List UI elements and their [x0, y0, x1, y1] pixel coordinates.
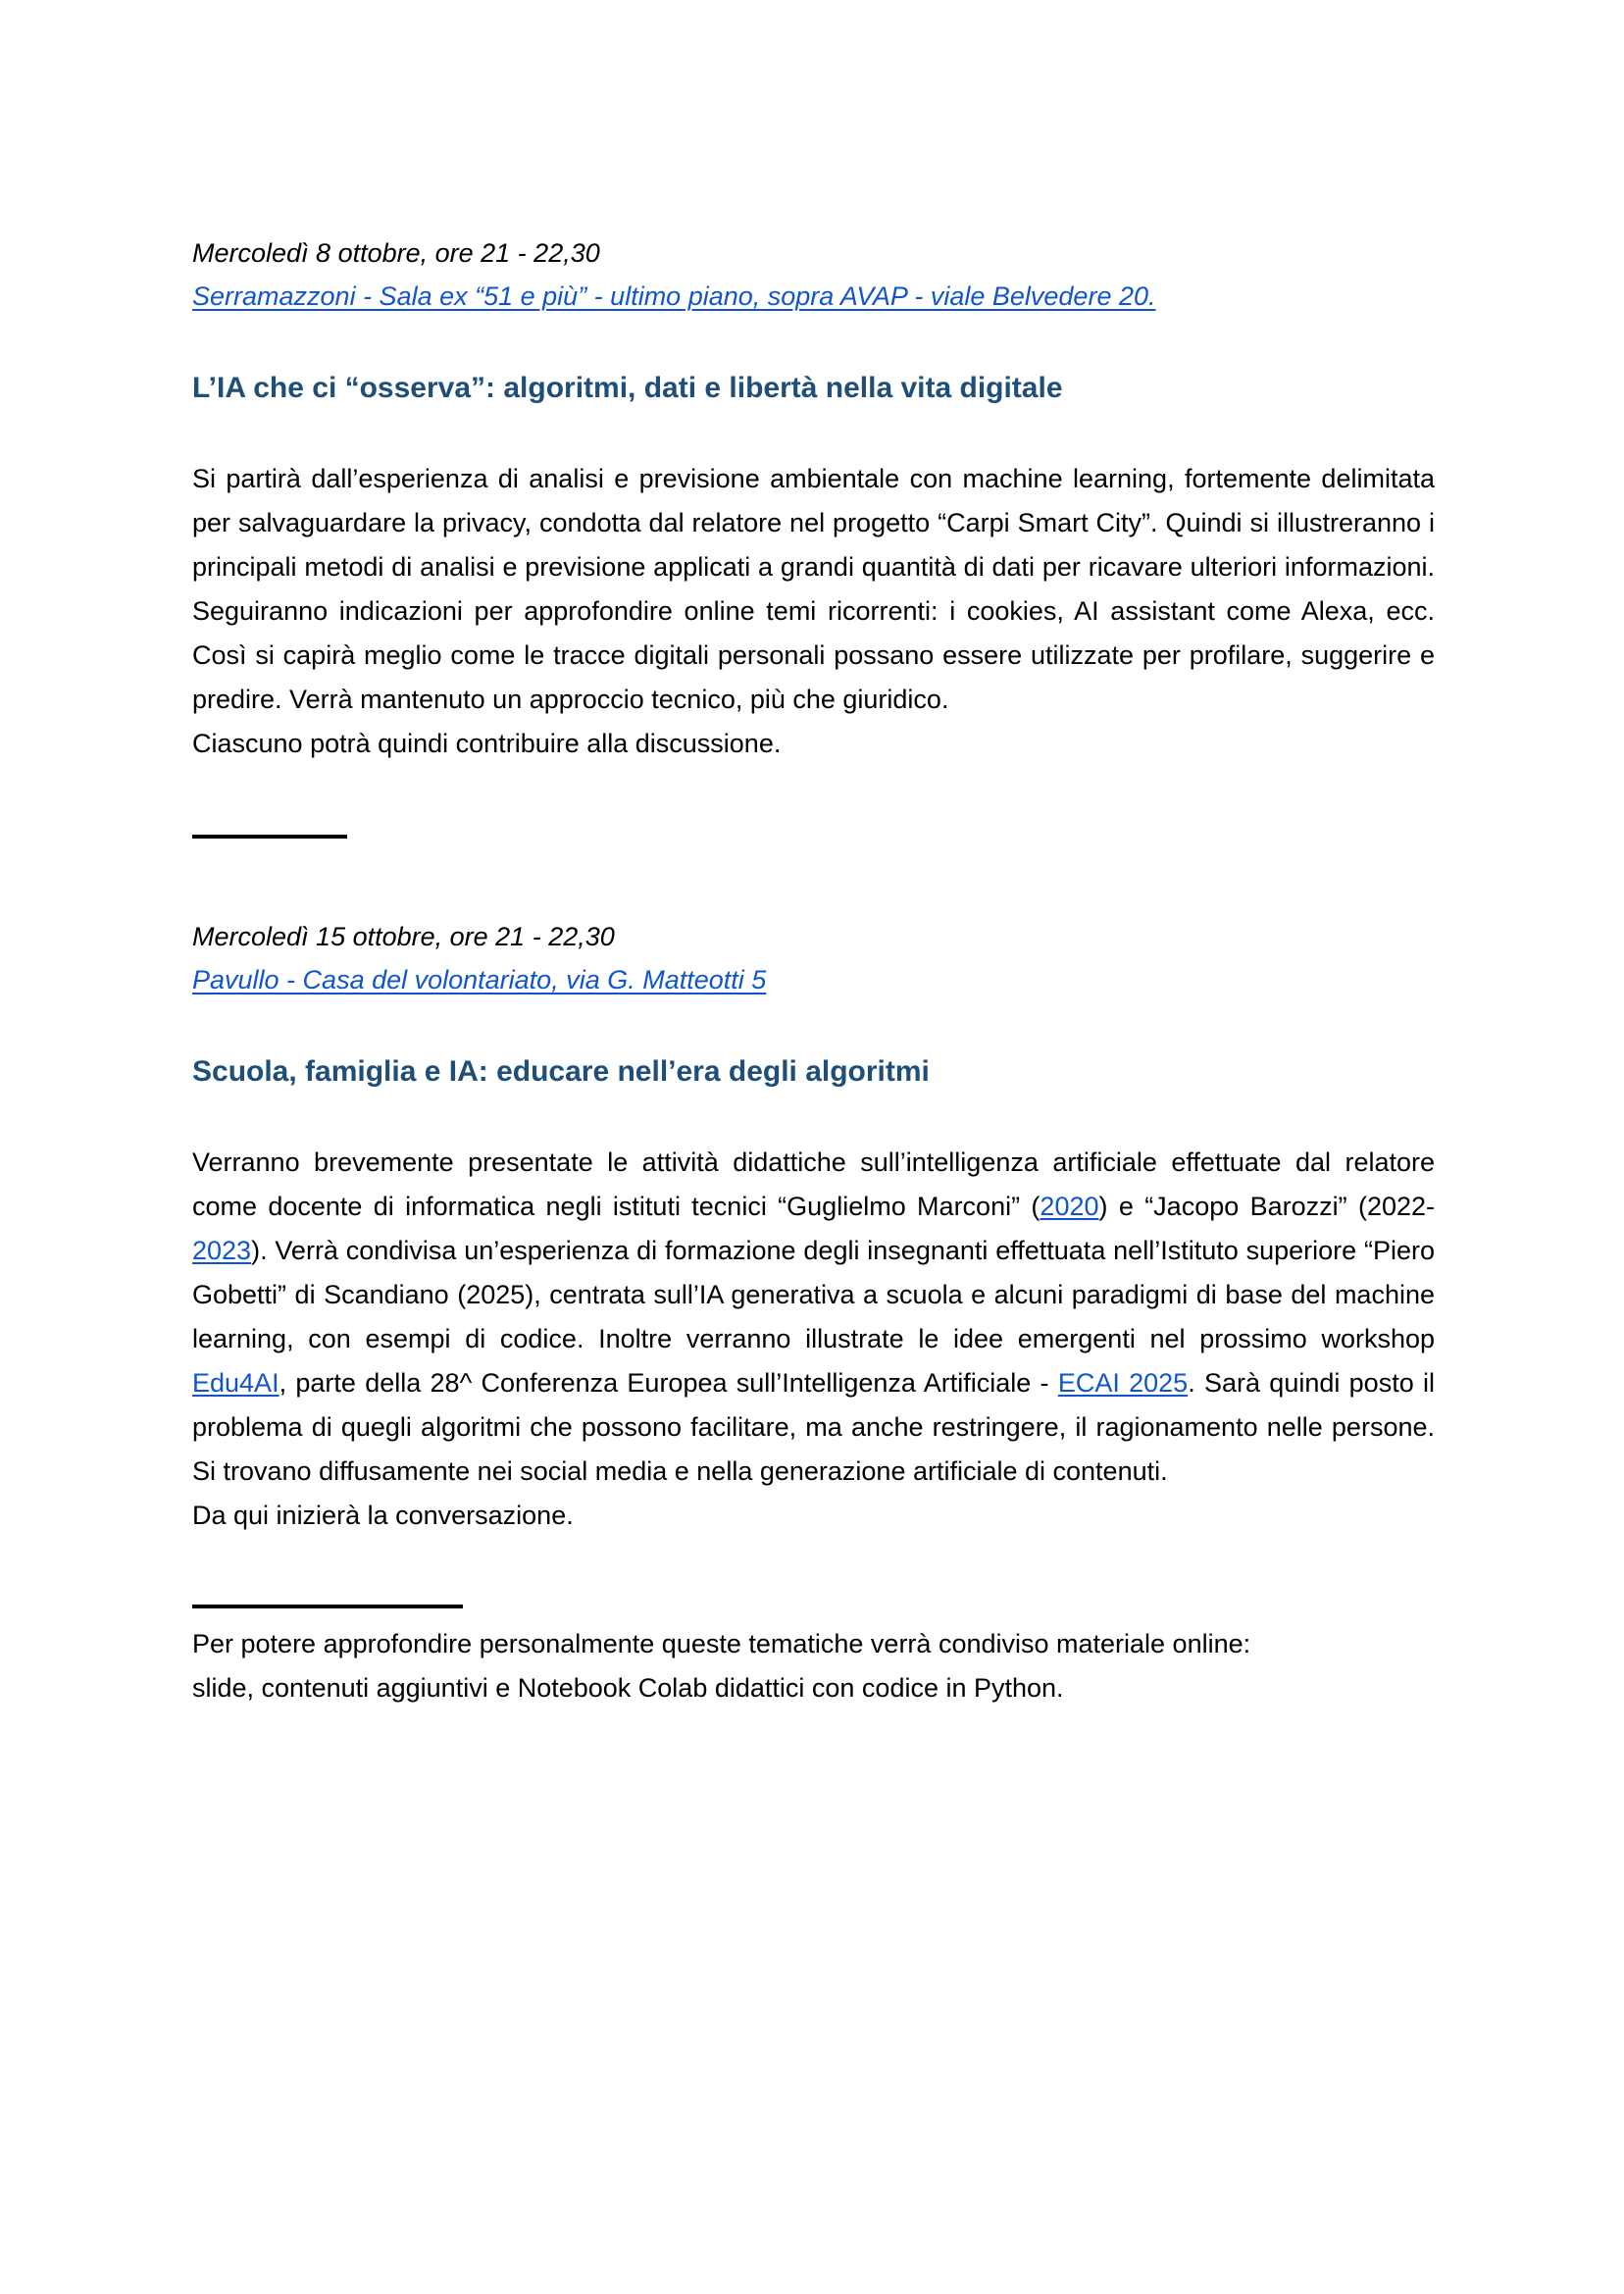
event-closing-line: Ciascuno potrà quindi contribuire alla discussione.: [192, 729, 782, 758]
event-block-2: [192, 915, 1435, 1538]
spacer: [192, 318, 1435, 369]
footer-note-line-1: Per potere approfondire personalmente queste tematiche verrà condiviso materiale online:: [192, 1629, 1251, 1658]
spacer: [192, 408, 1435, 457]
spacer: [192, 839, 1435, 915]
event-venue-link[interactable]: Pavullo - Casa del volontariato, via G. Matteotti 5: [192, 965, 767, 994]
event-heading: Scuola, famiglia e IA: educare nell’era degli algoritmi: [192, 1055, 930, 1088]
event-heading: L’IA che ci “osserva”: algoritmi, dati e libertà nella vita digitale: [192, 372, 1063, 404]
inline-link[interactable]: 2020: [1040, 1192, 1099, 1221]
event-closing-line: Da qui inizierà la conversazione.: [192, 1501, 574, 1530]
inline-link[interactable]: Edu4AI: [192, 1368, 279, 1398]
event-date-line: Mercoledì 8 ottobre, ore 21 - 22,30: [192, 238, 600, 268]
spacer: [192, 1092, 1435, 1141]
inline-link[interactable]: 2023: [192, 1236, 252, 1265]
event-block-1: [192, 231, 1435, 766]
spacer: [192, 1001, 1435, 1052]
inline-link[interactable]: ECAI 2025: [1057, 1368, 1189, 1398]
spacer: [192, 766, 1435, 835]
spacer: [192, 1538, 1435, 1605]
event-paragraph: Si partirà dall’esperienza di analisi e previsione ambientale con machine learning, fortemente delimitata per salvaguardare la privacy, condotta dal relatore nel progetto “Carpi Smart City”. Quindi si illustreranno i principali metodi di analisi e previsione applicati a grandi quantità di dati per ricavare ulteriori informazioni. Seguiranno indicazioni per approfondire online temi ricorrenti: i cookies, AI assistant come Alexa, ecc. Così si capirà meglio come le tracce digitali personali possano essere utilizzate per profilare, suggerire e predire. Verrà mantenuto un approccio tecnico, più che giuridico.: [192, 464, 1435, 714]
spacer: [192, 1608, 1435, 1622]
event-date-line: Mercoledì 15 ottobre, ore 21 - 22,30: [192, 922, 615, 951]
event-venue-link[interactable]: Serramazzoni - Sala ex “51 e più” - ultimo piano, sopra AVAP - viale Belvedere 20.: [192, 281, 1156, 311]
event-paragraph: Verranno brevemente presentate le attività didattiche sull’intelligenza artificiale effettuate dal relatore come docente di informatica negli istituti tecnici “Guglielmo Marconi” (2020) e “Jacopo Barozzi” (2022-2023). Verrà condivisa un’esperienza di formazione degli insegnanti effettuata nell’Istituto superiore “Piero Gobetti” di Scandiano (2025), centrata sull’IA generativa a scuola e alcuni paradigmi di base del machine learning, con esempi di codice. Inoltre verranno illustrate le idee emergenti nel prossimo workshop Edu4AI, parte della 28^ Conferenza Europea sull’Intelligenza Artificiale - ECAI 2025. Sarà quindi posto il problema di quegli algoritmi che possono facilitare, ma anche restringere, il ragionamento nelle persone. Si trovano diffusamente nei social media e nella generazione artificiale di contenuti.: [192, 1147, 1436, 1486]
footer-note-line-2: slide, contenuti aggiuntivi e Notebook Colab didattici con codice in Python.: [192, 1673, 1064, 1703]
document-content: [192, 231, 1435, 1710]
footer-note: [192, 1622, 1435, 1710]
